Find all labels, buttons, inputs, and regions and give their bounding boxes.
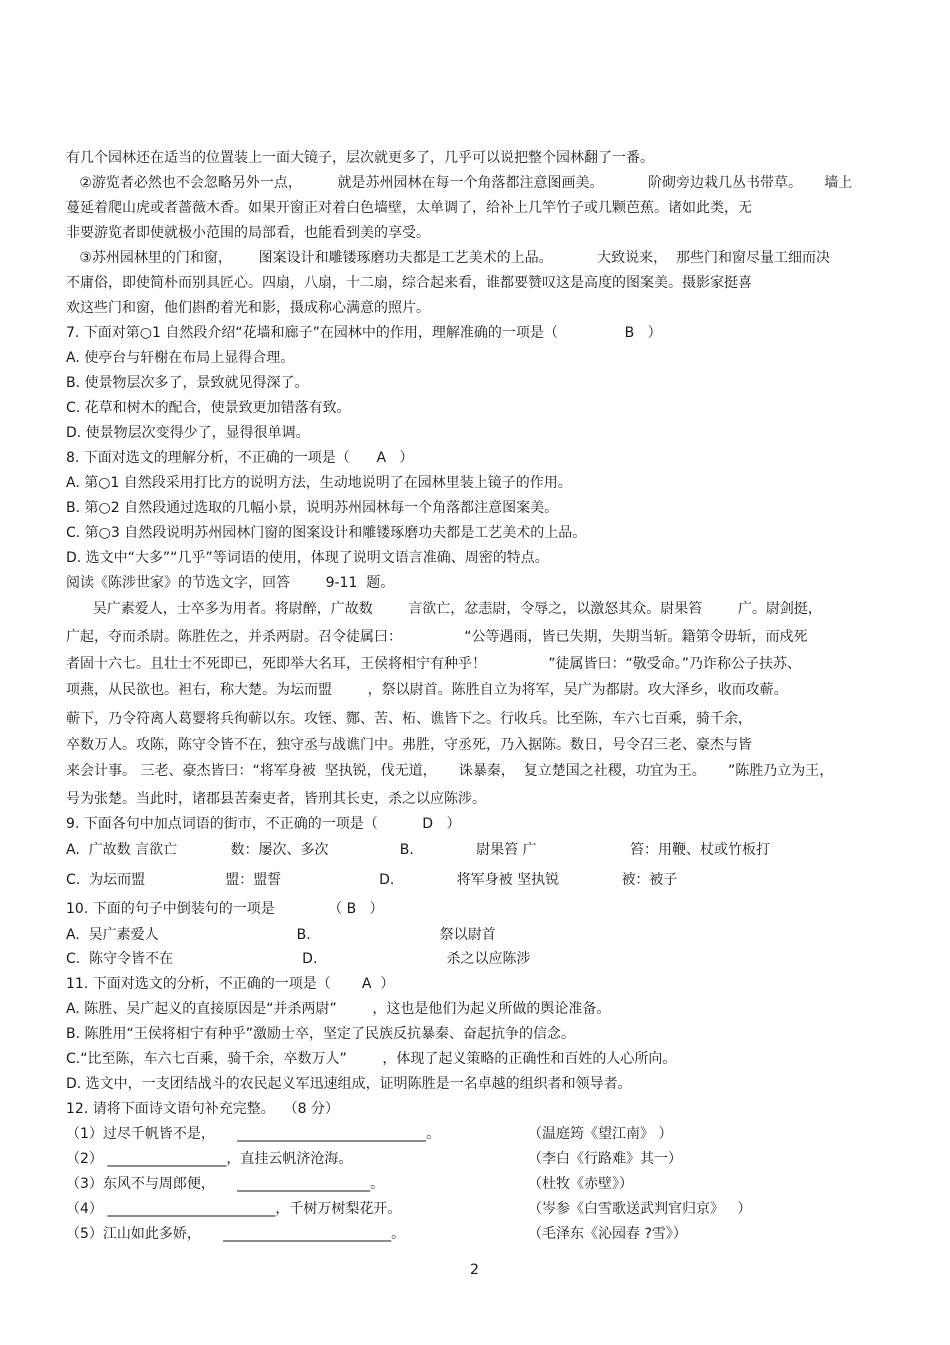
- reading-instruction: 阅读《陈涉世家》的节选文字，回答 9-11 题。: [66, 575, 395, 591]
- passage-line: 卒数万人。攻陈，陈守令皆不在，独守丞与战谯门中。弗胜，守丞死，乃入据陈。数日，号令召三老、豪杰与皆: [66, 737, 752, 753]
- question-9: 9. 下面各句中加点词语的街市，不正确的一项是（ D ）: [66, 816, 461, 832]
- page-number: 2: [470, 1262, 479, 1278]
- passage-line: 项燕，从民欲也。袒右，称大楚。为坛而盟 ，祭以尉首。陈胜自立为将军，吴广为都尉。攻大泽乡，收而攻蕲。: [66, 682, 788, 698]
- question-7: 7. 下面对第○1 自然段介绍“花墙和廊子”在园林中的作用，理解准确的一项是（ B ）: [66, 325, 662, 341]
- option-line: B. 使景物层次多了，景致就见得深了。: [66, 375, 309, 391]
- option-line: D. 选文中，一支团结战斗的农民起义军迅速组成，证明陈胜是一名卓越的组织者和领导者。: [66, 1076, 632, 1092]
- option-line: C. 花草和树木的配合，使景致更加错落有致。: [66, 400, 351, 416]
- option-line: A. 广故数 言欲亡 数：屡次、多次 B. 尉果笞 广 笞：用鞭、杖或竹板打: [66, 842, 770, 858]
- option-line: C. 为坛而盟 盟：盟誓 D. 将军身被 坚执锐 被：被子: [66, 872, 678, 888]
- option-line: C. 陈守令皆不在 D. 杀之以应陈涉: [66, 951, 531, 967]
- text-line: 有几个园林还在适当的位置装上一面大镜子，层次就更多了，几乎可以说把整个园林翻了一番。: [66, 150, 654, 166]
- option-line: A. 第○1 自然段采用打比方的说明方法，生动地说明了在园林里装上镜子的作用。: [66, 475, 572, 491]
- question-10: 10. 下面的句子中倒装句的一项是 （ B ）: [66, 901, 384, 917]
- option-line: A. 吴广素爱人 B. 祭以尉首: [66, 927, 496, 943]
- option-line: B. 第○2 自然段通过选取的几幅小景，说明苏州园林每一个角落都注意图案美。: [66, 500, 559, 516]
- poem-source: （李白《行路难》其一）: [528, 1151, 682, 1167]
- text-line: ③苏州园林里的门和窗， 图案设计和雕镂琢磨功夫都是工艺美术的上品。 大致说来， 那些门和窗尽量工细而决: [66, 250, 831, 266]
- poem-source: （毛泽东《沁园春 ?雪》）: [528, 1226, 687, 1242]
- question-11: 11. 下面对选文的分析，不正确的一项是（ A ）: [66, 976, 395, 992]
- option-line: C.“比至陈，车六七百乘，骑千余，卒数万人” ，体现了起义策略的正确性和百姓的人心所向。: [66, 1051, 677, 1067]
- poem-blank: （3）东风不与周郎便， ___________________。: [66, 1176, 385, 1192]
- question-12: 12. 请将下面诗文语句补充完整。 （8 分）: [66, 1101, 339, 1117]
- option-line: C. 第○3 自然段说明苏州园林门窗的图案设计和雕镂琢磨功夫都是工艺美术的上品。: [66, 525, 587, 541]
- passage-line: 广起，夺而杀尉。陈胜佐之，并杀两尉。召令徒属曰： “公等遇雨，皆已失期，失期当斩。籍第令毋斩，而戍死: [66, 629, 808, 645]
- poem-source: （温庭筠《望江南》 ）: [528, 1126, 673, 1142]
- passage-line: 蕲下，乃令符离人葛婴将兵徇蕲以东。攻铚、酂、苦、柘、谯皆下之。行收兵。比至陈，车六七百乘，骑千余，: [66, 711, 752, 727]
- poem-blank: （2） _________________，直挂云帆济沧海。: [66, 1151, 353, 1167]
- option-line: A. 陈胜、吴广起义的直接原因是“并杀两尉” ，这也是他们为起义所做的舆论准备。: [66, 1001, 611, 1017]
- poem-blank: （5）江山如此多娇， ________________________。: [66, 1226, 406, 1242]
- text-line: 蔓延着爬山虎或者蔷薇木香。如果开窗正对着白色墙壁，太单调了，给补上几竿竹子或几颗芭蕉。诸如此类，无: [66, 200, 752, 216]
- text-line: 不庸俗，即使简朴而别具匠心。四扇，八扇，十二扇，综合起来看，谁都要赞叹这是高度的图案美。摄影家挺喜: [66, 275, 752, 291]
- poem-source: （杜牧《赤壁》）: [528, 1176, 633, 1192]
- option-line: D. 使景物层次变得少了，显得很单调。: [66, 425, 310, 441]
- option-line: D. 选文中“大多”“几乎”等词语的使用，体现了说明文语言准确、周密的特点。: [66, 550, 549, 566]
- passage-line: 者固十六七。且壮士不死即已，死即举大名耳，王侯将相宁有种乎！ ”徒属皆曰：“敬受命。”乃诈称公子扶苏、: [66, 656, 802, 672]
- question-8: 8. 下面对选文的理解分析，不正确的一项是（ A ）: [66, 450, 414, 466]
- passage-line: 号为张楚。当此时，诸郡县苦秦吏者，皆刑其长吏，杀之以应陈涉。: [66, 791, 486, 807]
- poem-source: （岑参《白雪歌送武判官归京》 ）: [528, 1201, 752, 1217]
- passage-line: 吴广素爱人，士卒多为用者。将尉醉，广故数 言欲亡，忿恚尉，令辱之，以激怒其众。尉果笞 广。尉剑挺，: [66, 601, 822, 617]
- poem-blank: （1）过尽千帆皆不是， ___________________________。: [66, 1126, 441, 1142]
- option-line: B. 陈胜用“王侯将相宁有种乎”激励士卒，坚定了民族反抗暴秦、奋起抗争的信念。: [66, 1026, 576, 1042]
- passage-line: 来会计事。 三老、豪杰皆曰：“将军身被 坚执锐，伐无道， 诛暴秦， 复立楚国之社稷，功宜为王。 ”陈胜乃立为王，: [66, 763, 834, 779]
- poem-blank: （4） ________________________，千树万树梨花开。: [66, 1201, 402, 1217]
- text-line: 非要游览者即使就极小范围的局部看，也能看到美的享受。: [66, 225, 430, 241]
- text-line: ②游览者必然也不会忽略另外一点， 就是苏州园林在每一个角落都注意图画美。 阶砌旁边栽几丛书带草。 墙上: [66, 175, 853, 191]
- option-line: A. 使亭台与轩榭在布局上显得合理。: [66, 350, 295, 366]
- text-line: 欢这些门和窗，他们斟酌着光和影，摄成称心满意的照片。: [66, 300, 430, 316]
